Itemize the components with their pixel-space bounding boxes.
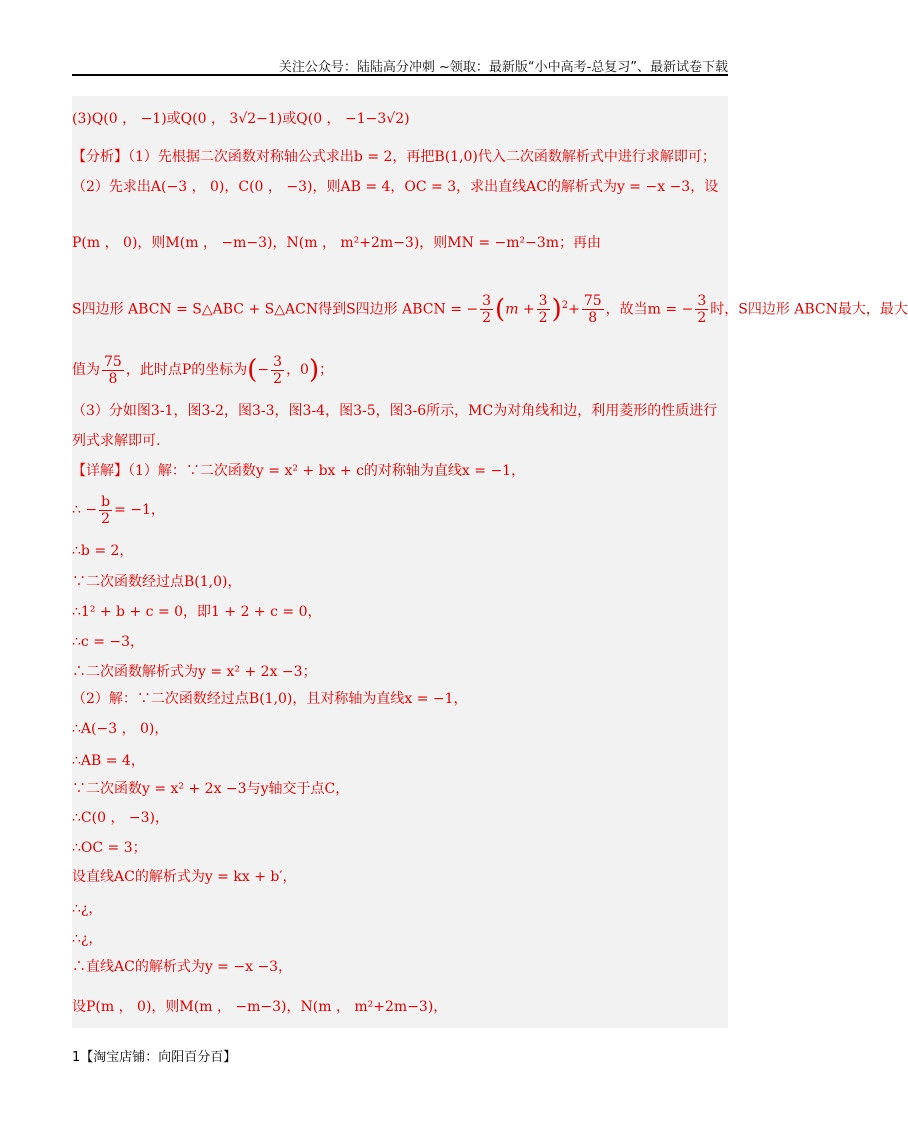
fraction: $\frac{3}{2}$ <box>482 293 492 327</box>
fraction: $\frac{3}{2}$ <box>697 293 707 327</box>
detail-line-14: 设直线AC的解析式为y = kx + b′， <box>72 869 297 885</box>
analysis-line-6: （3）分如图3-1，图3-2，图3-3，图3-4，图3-5，图3-6所示，MC为对角线和边，利用菱形的性质进行 <box>72 403 718 419</box>
detail-line-8: （2）解：∵二次函数经过点B(1,0)，且对称轴为直线x = −1， <box>72 691 468 707</box>
detail-line-11: ∵二次函数y = x² + 2x −3与y轴交于点C， <box>72 781 350 797</box>
detail-line-5: ∴1² + b + c = 0，即1 + 2 + c = 0， <box>72 604 322 620</box>
detail-line-4: ∵二次函数经过点B(1,0)， <box>72 574 242 590</box>
detail-line-1: 【详解】（1）解：∵二次函数y = x² + bx + c的对称轴为直线x = −1， <box>72 463 526 479</box>
detail-line-13: ∴OC = 3； <box>72 840 147 856</box>
detail-line-6: ∴c = −3， <box>72 634 145 650</box>
page-footer: 1【淘宝店铺：向阳百分百】 <box>72 1050 237 1065</box>
detail-line-18: 设P(m ， 0)，则M(m ， −m−3)，N(m ， m²+2m−3)， <box>72 999 448 1015</box>
page-header: 关注公众号：陆陆高分冲刺 ~领取：最新版“小中高考-总复习”、最新试卷下载 <box>278 60 728 75</box>
analysis-line-2: （2）先求出A(−3 ， 0)，C(0 ， −3)，则AB = 4，OC = 3，求出直线AC的解析式为y = −x −3，设 <box>72 179 719 195</box>
fraction: $\frac{3}{2}$ <box>273 353 283 387</box>
detail-line-12: ∴C(0 ， −3)， <box>72 810 169 826</box>
detail-line-2: ∴ − $\frac{b}{2}$ = −1， <box>72 493 165 527</box>
detail-line-3: ∴b = 2， <box>72 543 134 559</box>
content-area <box>72 96 908 1028</box>
detail-line-10: ∴AB = 4， <box>72 753 145 769</box>
analysis-line-3: P(m ， 0)，则M(m ， −m−3)，N(m ， m²+2m−3)，则MN = −m²−3m；再由 <box>72 235 602 251</box>
detail-line-9: ∴A(−3 ， 0)， <box>72 721 169 737</box>
detail-line-15: ∴¿， <box>72 901 103 917</box>
analysis-line-5: 值为 $\frac{75}{8}$ ，此时点P的坐标为(− $\frac{3}{2}$ ，0)； <box>72 353 334 387</box>
analysis-line-1: 【分析】（1）先根据二次函数对称轴公式求出b = 2，再把B(1,0)代入二次函数解析式中进行求解即可； <box>72 149 716 165</box>
detail-line-17: ∴直线AC的解析式为y = −x −3， <box>72 959 293 975</box>
area-expression-start: S四边形 ABCN = S△ABC + S△ACN得到S四边形 ABCN = − <box>72 301 479 318</box>
detail-line-7: ∴二次函数解析式为y = x² + 2x −3； <box>72 664 317 680</box>
fraction: $\frac{75}{8}$ <box>104 353 122 387</box>
answer-line-3: (3)Q(0 ， −1)或Q(0 ， 3√2−1)或Q(0 ， −1−3√2) <box>72 111 410 127</box>
analysis-line-4: S四边形 ABCN = S△ABC + S△ACN得到S四边形 ABCN = − $\frac{3}{2}$ (m + $\frac{3}{2}$ )$^2$+ $\frac{75}{8}$ ，故当m = − $\frac{3}{2}$ 时，S四边形 ABCN最大，最大 <box>72 293 908 327</box>
detail-line-16: ∴¿， <box>72 931 103 947</box>
fraction: $\frac{b}{2}$ <box>101 493 111 527</box>
header-rule <box>72 74 728 76</box>
fraction: $\frac{3}{2}$ <box>538 293 548 327</box>
analysis-line-7: 列式求解即可. <box>72 433 161 449</box>
fraction: $\frac{75}{8}$ <box>583 293 602 327</box>
